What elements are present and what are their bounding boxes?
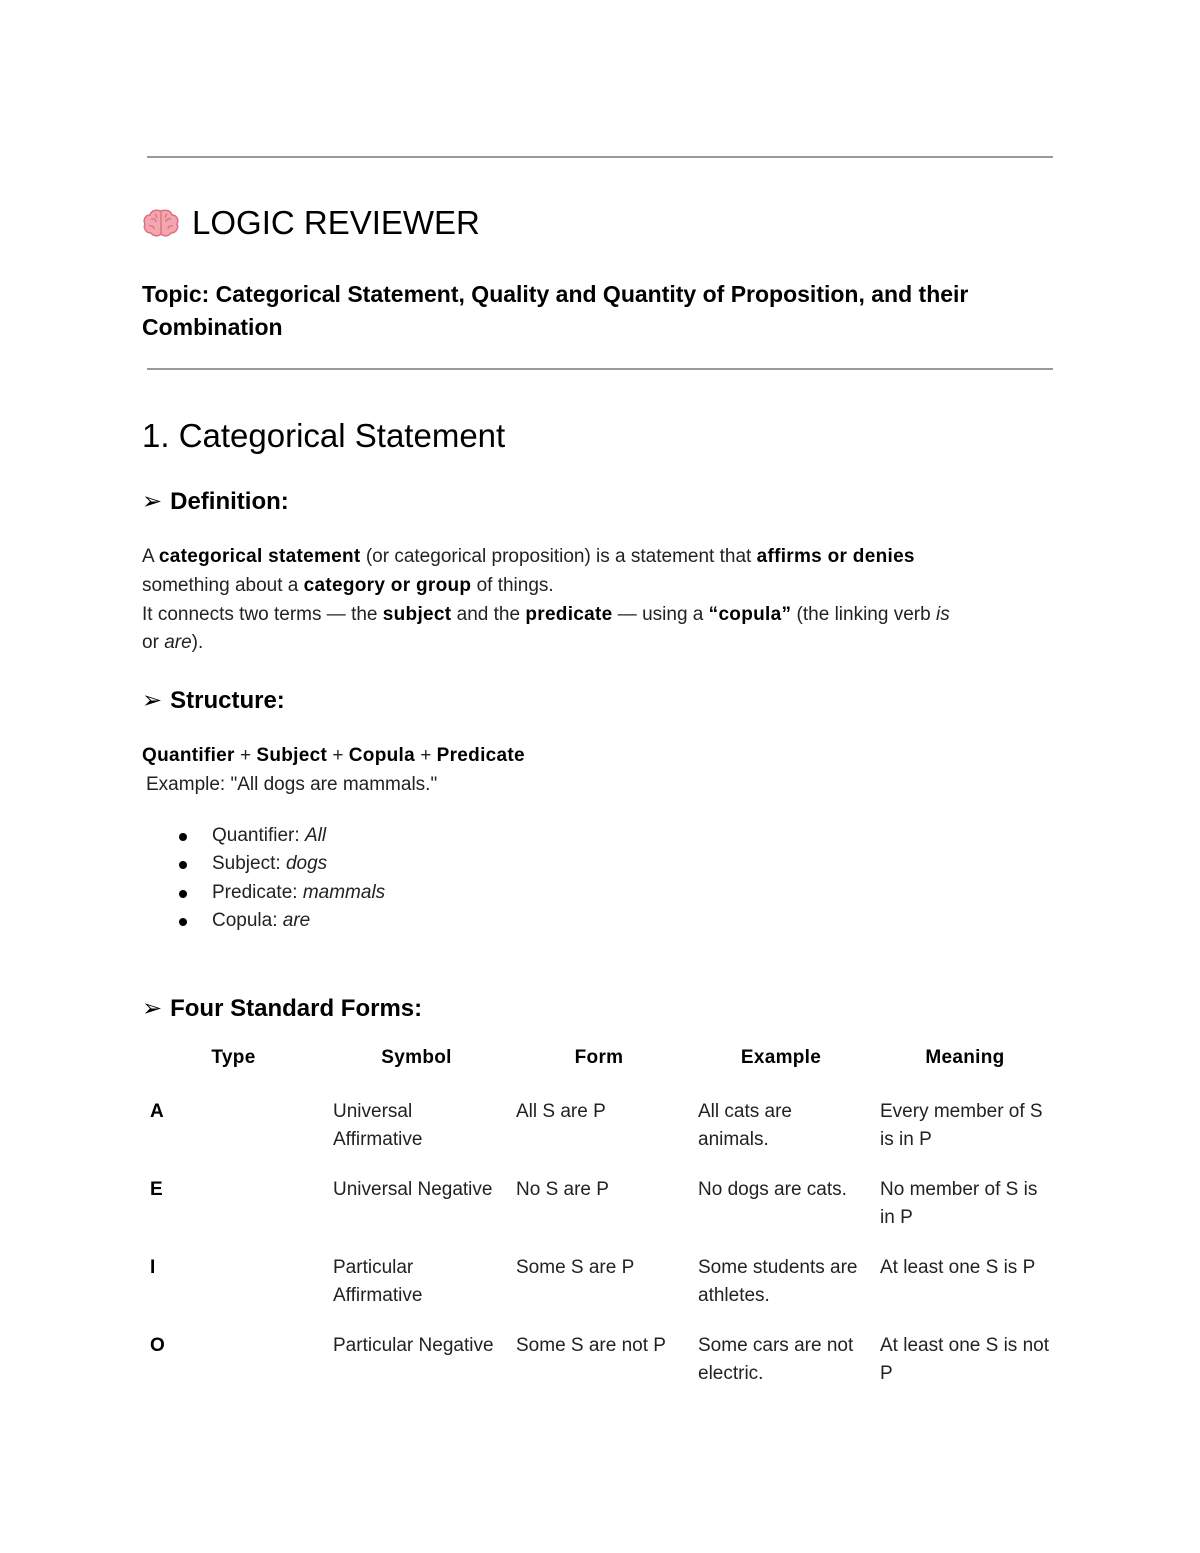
arrow-icon: ➢ — [142, 995, 163, 1022]
definition-heading-text: Definition: — [170, 488, 289, 515]
brain-icon — [142, 208, 180, 238]
table-cell: Some cars are not electric. — [698, 1335, 854, 1385]
table-row — [142, 1244, 1058, 1322]
bullet-icon — [179, 918, 187, 926]
table-cell: No member of S is in P — [880, 1179, 1038, 1229]
table-row — [142, 1322, 1058, 1400]
structure-heading — [142, 686, 285, 716]
bullet-icon — [179, 861, 187, 869]
table-cell: Universal Affirmative — [333, 1101, 423, 1151]
table-cell: I — [150, 1257, 156, 1278]
topic-heading: Topic: Categorical Statement, Quality and Quantity of Proposition, and their Combination — [142, 281, 969, 340]
table-cell: Particular Affirmative — [333, 1257, 423, 1307]
column-header: Form — [574, 1047, 624, 1068]
table-row — [142, 1088, 1058, 1166]
document-title — [142, 203, 480, 243]
structure-bullet-list — [142, 822, 385, 936]
table-cell: Some students are athletes. — [698, 1257, 858, 1307]
table-cell: No S are P — [516, 1179, 609, 1200]
table-cell: At least one S is not P — [880, 1335, 1049, 1385]
table-cell: No dogs are cats. — [698, 1179, 847, 1200]
standard-forms-table — [142, 1040, 1058, 1400]
structure-formula: Quantifier + Subject + Copula + Predicate — [142, 745, 525, 766]
column-header: Symbol — [381, 1047, 452, 1068]
forms-heading-text: Four Standard Forms: — [170, 995, 423, 1022]
column-header: Meaning — [925, 1047, 1005, 1068]
term-subject: subject — [382, 603, 452, 625]
list-item: Predicate: mammals — [142, 879, 385, 907]
definition-heading — [142, 487, 289, 517]
arrow-icon: ➢ — [142, 687, 163, 714]
table-cell: Some S are P — [516, 1257, 635, 1278]
table-cell: Universal Negative — [333, 1179, 493, 1200]
term-categorical-statement: categorical statement — [158, 546, 361, 567]
definition-paragraph: A categorical statement (or categorical proposition) is a statement that affirms or denies something about a category or group of things. It connects two terms — the subject and the predicate — using a “copula” (the linking verb is or are). — [142, 546, 950, 654]
structure-example: Example: "All dogs are mammals." — [146, 774, 438, 795]
table-cell: Some S are not P — [516, 1335, 666, 1356]
table-header-row — [142, 1040, 1058, 1088]
bullet-icon — [179, 833, 187, 841]
table-cell: Particular Negative — [333, 1335, 494, 1356]
term-predicate: predicate — [525, 603, 613, 625]
title-text: LOGIC REVIEWER — [192, 204, 480, 241]
section-heading: 1. Categorical Statement — [142, 417, 506, 454]
term-affirms-or-denies: affirms or denies — [756, 546, 915, 567]
forms-heading — [142, 994, 422, 1024]
table-cell: O — [150, 1335, 165, 1356]
list-item: Quantifier: All — [142, 822, 385, 850]
arrow-icon: ➢ — [142, 488, 163, 515]
bullet-icon — [179, 890, 187, 898]
table-cell: All cats are animals. — [698, 1101, 792, 1151]
table-cell: All S are P — [516, 1101, 606, 1122]
column-header: Type — [211, 1047, 256, 1068]
term-category-or-group: category or group — [303, 574, 472, 596]
column-header: Example — [740, 1047, 822, 1068]
table-cell: Every member of S is in P — [880, 1101, 1043, 1151]
table-cell: At least one S is P — [880, 1257, 1036, 1278]
horizontal-rule-mid — [147, 368, 1053, 370]
list-item: Subject: dogs — [142, 850, 385, 878]
table-cell: E — [150, 1179, 163, 1200]
term-copula: “copula” — [708, 603, 792, 625]
table-row — [142, 1166, 1058, 1244]
structure-heading-text: Structure: — [170, 687, 285, 714]
list-item: Copula: are — [142, 907, 385, 935]
horizontal-rule-top — [147, 156, 1053, 158]
table-cell: A — [150, 1101, 164, 1122]
